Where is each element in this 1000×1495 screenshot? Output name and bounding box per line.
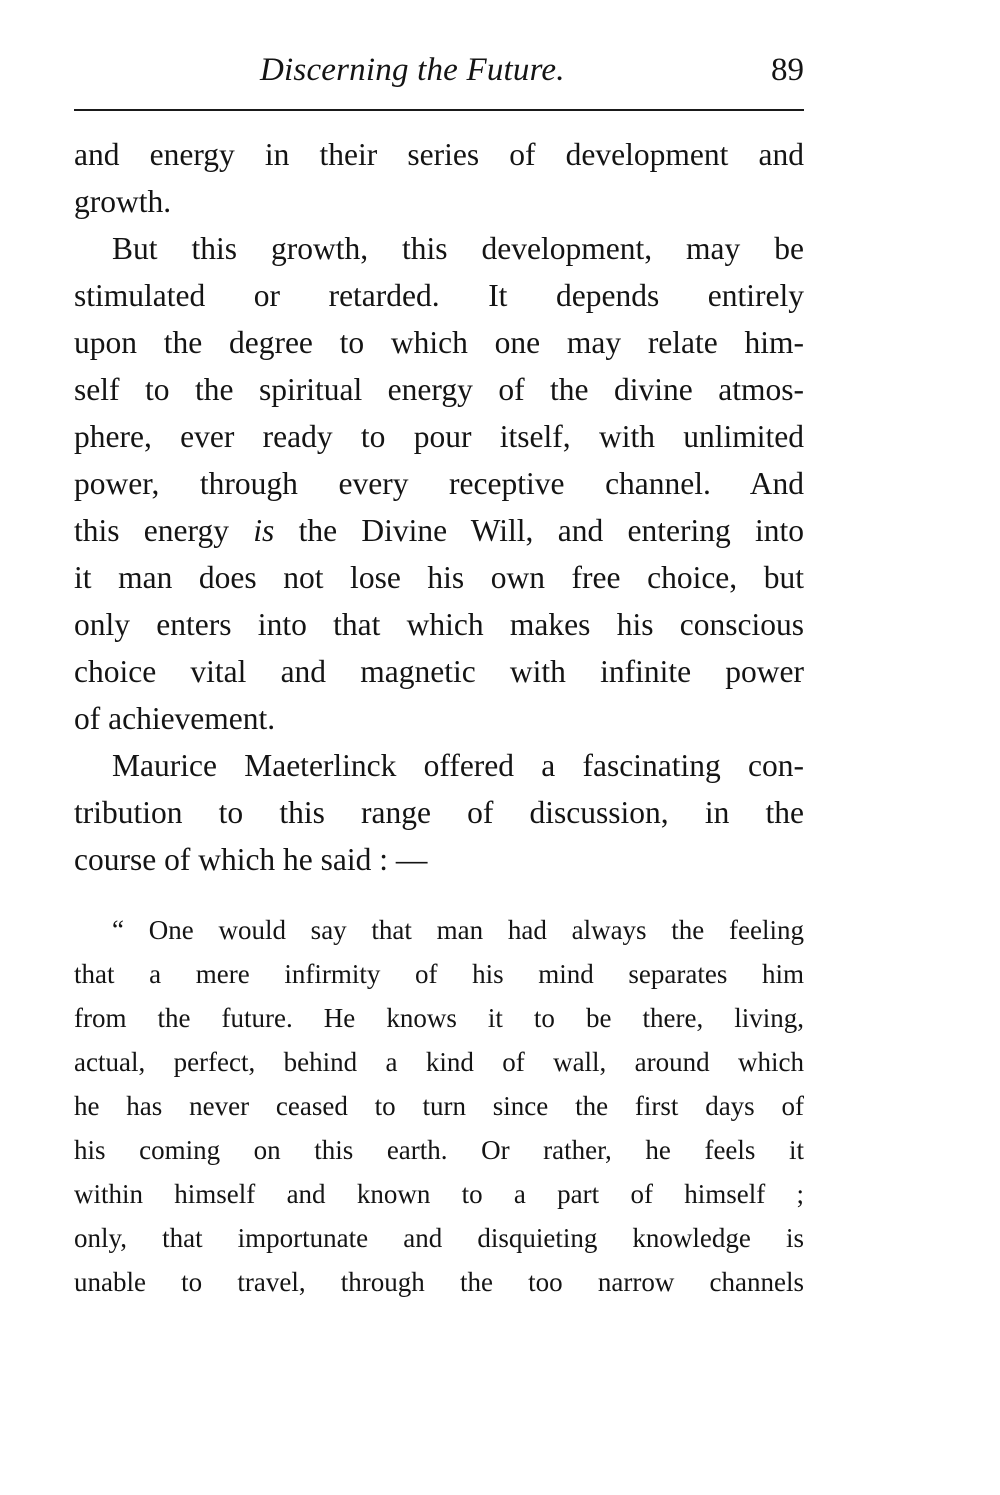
emphasized-word: is	[253, 513, 275, 548]
text-line: power, through every receptive channel. And	[74, 466, 804, 501]
running-title: Discerning the Future.	[260, 52, 565, 88]
text-line: Maurice Maeterlinck offered a fascinating con-	[112, 748, 804, 783]
text-line: phere, ever ready to pour itself, with unlimited	[74, 419, 804, 454]
text-line: choice vital and magnetic with infinite power	[74, 654, 804, 689]
quote-line: from the future. He knows it to be there, living,	[74, 1003, 804, 1033]
text-line: only enters into that which makes his conscious	[74, 607, 804, 642]
text-line: and energy in their series of development and	[74, 137, 804, 172]
quote-line: he has never ceased to turn since the first days of	[74, 1091, 804, 1121]
page-number: 89	[771, 52, 804, 88]
quote-line: “ One would say that man had always the feeling	[112, 915, 804, 945]
text-line: course of which he said : —	[74, 842, 428, 877]
text-line: But this growth, this development, may be	[112, 231, 804, 266]
quote-line: only, that importunate and disquieting knowledge is	[74, 1223, 804, 1253]
text-line: self to the spiritual energy of the divine atmos-	[74, 372, 804, 407]
quote-line: that a mere infirmity of his mind separates him	[74, 959, 804, 989]
text-line: it man does not lose his own free choice, but	[74, 560, 804, 595]
header-rule	[74, 109, 804, 111]
quote-line: his coming on this earth. Or rather, he feels it	[74, 1135, 804, 1165]
text-fragment: the Divine Will, and entering into	[274, 513, 804, 548]
text-line: of achievement.	[74, 701, 276, 736]
text-line: growth.	[74, 184, 172, 219]
text-fragment: this energy	[74, 513, 254, 548]
text-line: upon the degree to which one may relate him-	[74, 325, 804, 360]
text-line: stimulated or retarded. It depends entirely	[74, 278, 804, 313]
page-header	[74, 52, 804, 96]
text-line: tribution to this range of discussion, in the	[74, 795, 804, 830]
quote-line: within himself and known to a part of himself ;	[74, 1179, 804, 1209]
block-quote	[74, 908, 804, 1304]
text-line-emphasis	[74, 507, 804, 554]
quote-line: actual, perfect, behind a kind of wall, around which	[74, 1047, 804, 1077]
quote-line: unable to travel, through the too narrow channels	[74, 1267, 804, 1297]
body-text	[74, 131, 804, 883]
